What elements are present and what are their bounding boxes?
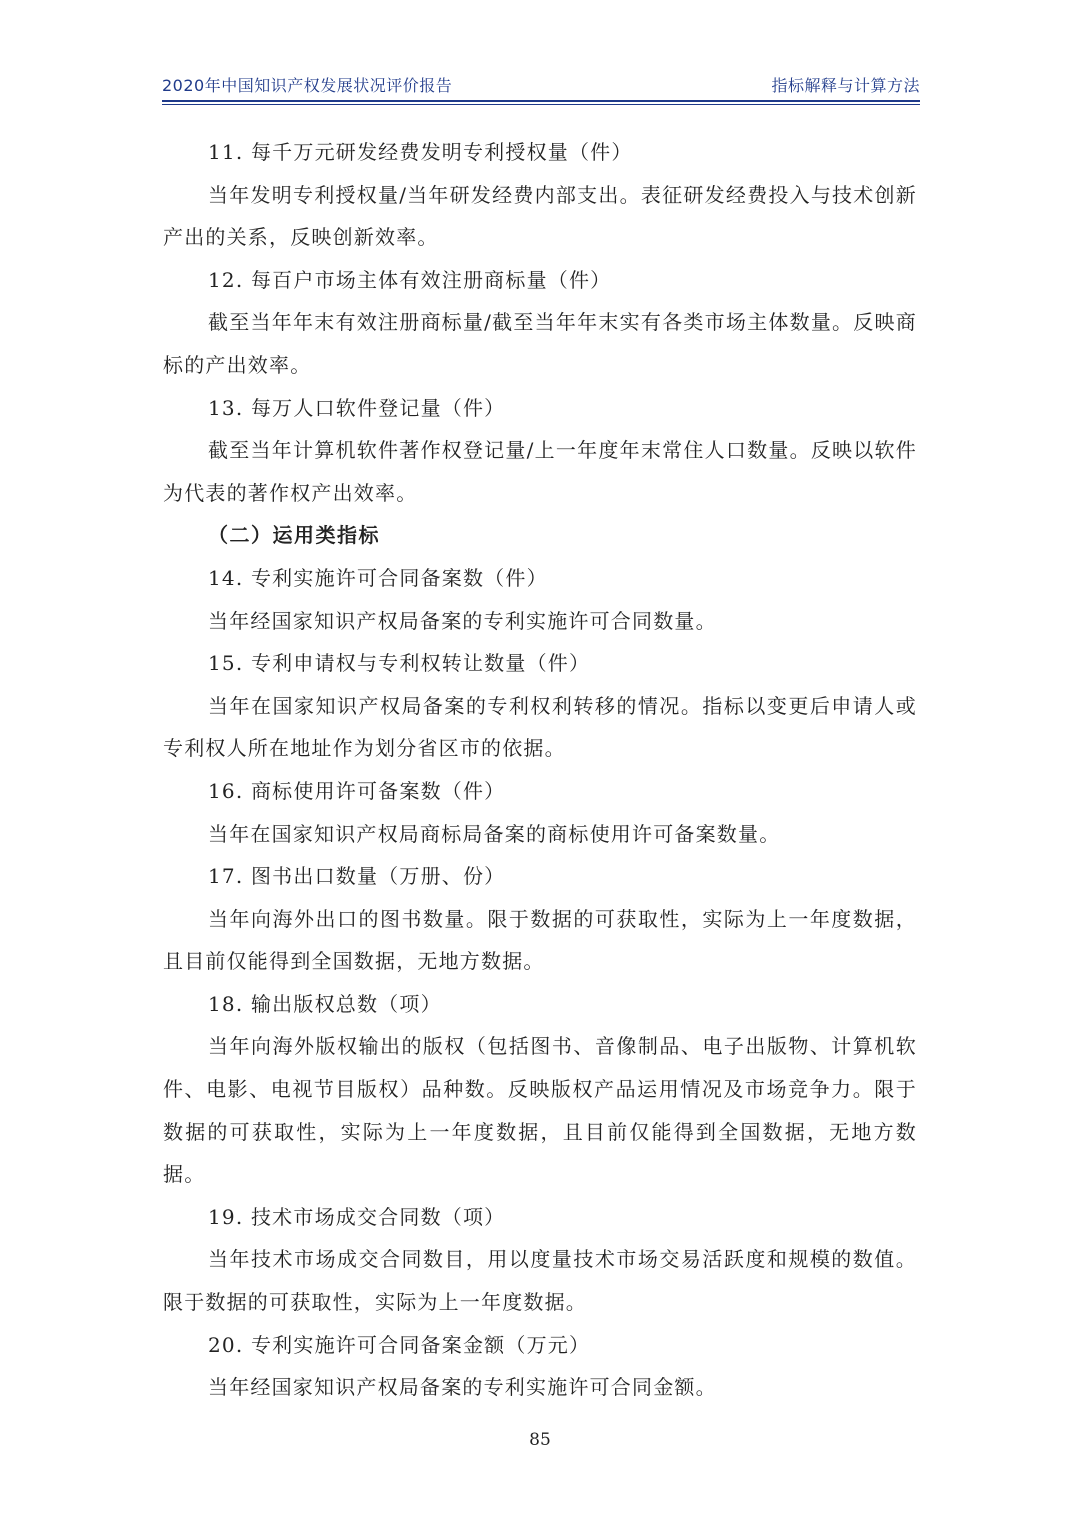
indicator-title: 16. 商标使用许可备案数（件） bbox=[208, 778, 506, 803]
section-title: 指标解释与计算方法 bbox=[771, 76, 920, 95]
indicator-description: 当年经国家知识产权局备案的专利实施许可合同数量。 bbox=[208, 608, 717, 633]
indicator-title: 18. 输出版权总数（项） bbox=[208, 991, 442, 1016]
indicator-description: 当年经国家知识产权局备案的专利实施许可合同金额。 bbox=[208, 1375, 717, 1400]
indicator-title: 17. 图书出口数量（万册、份） bbox=[208, 864, 506, 889]
indicator-description: 当年向海外出口的图书数量。限于数据的可获取性，实际为上一年度数据，且目前仅能得到全国数据，无地方数据。 bbox=[163, 906, 917, 974]
indicator-description: 当年在国家知识产权局备案的专利权利转移的情况。指标以变更后申请人或专利权人所在地址作为划分省区市的依据。 bbox=[163, 693, 917, 761]
indicator-description: 当年技术市场成交合同数目，用以度量技术市场交易活跃度和规模的数值。限于数据的可获取性，实际为上一年度数据。 bbox=[163, 1247, 917, 1315]
indicator-title: 12. 每百户市场主体有效注册商标量（件） bbox=[208, 267, 612, 292]
indicator-title: 11. 每千万元研发经费发明专利授权量（件） bbox=[208, 140, 633, 164]
header-divider bbox=[162, 100, 920, 102]
body-text bbox=[163, 131, 917, 1409]
indicator-title: 15. 专利申请权与专利权转让数量（件） bbox=[208, 651, 591, 676]
indicator-title: 13. 每万人口软件登记量（件） bbox=[208, 395, 506, 420]
header-divider-thin bbox=[162, 104, 920, 105]
indicator-description: 当年向海外版权输出的版权（包括图书、音像制品、电子出版物、计算机软件、电影、电视节目版权）品种数。反映版权产品运用情况及市场竞争力。限于数据的可获取性，实际为上一年度数据，且目前仅能得到全国数据，无地方数据。 bbox=[163, 1034, 917, 1187]
indicator-title: 19. 技术市场成交合同数（项） bbox=[208, 1204, 506, 1229]
indicator-title: 14. 专利实施许可合同备案数（件） bbox=[208, 565, 548, 590]
page-number: 85 bbox=[529, 1430, 551, 1450]
indicator-title: 20. 专利实施许可合同备案金额（万元） bbox=[208, 1332, 591, 1357]
section-heading: （二）运用类指标 bbox=[208, 523, 380, 548]
indicator-description: 截至当年计算机软件著作权登记量/上一年度年末常住人口数量。反映以软件为代表的著作权产出效率。 bbox=[163, 438, 917, 505]
indicator-description: 当年在国家知识产权局商标局备案的商标使用许可备案数量。 bbox=[208, 821, 781, 846]
indicator-description: 截至当年年末有效注册商标量/截至当年年末实有各类市场主体数量。反映商标的产出效率。 bbox=[163, 310, 917, 377]
report-title: 2020年中国知识产权发展状况评价报告 bbox=[162, 76, 453, 95]
running-header bbox=[162, 74, 920, 98]
indicator-description: 当年发明专利授权量/当年研发经费内部支出。表征研发经费投入与技术创新产出的关系，反映创新效率。 bbox=[163, 182, 917, 250]
